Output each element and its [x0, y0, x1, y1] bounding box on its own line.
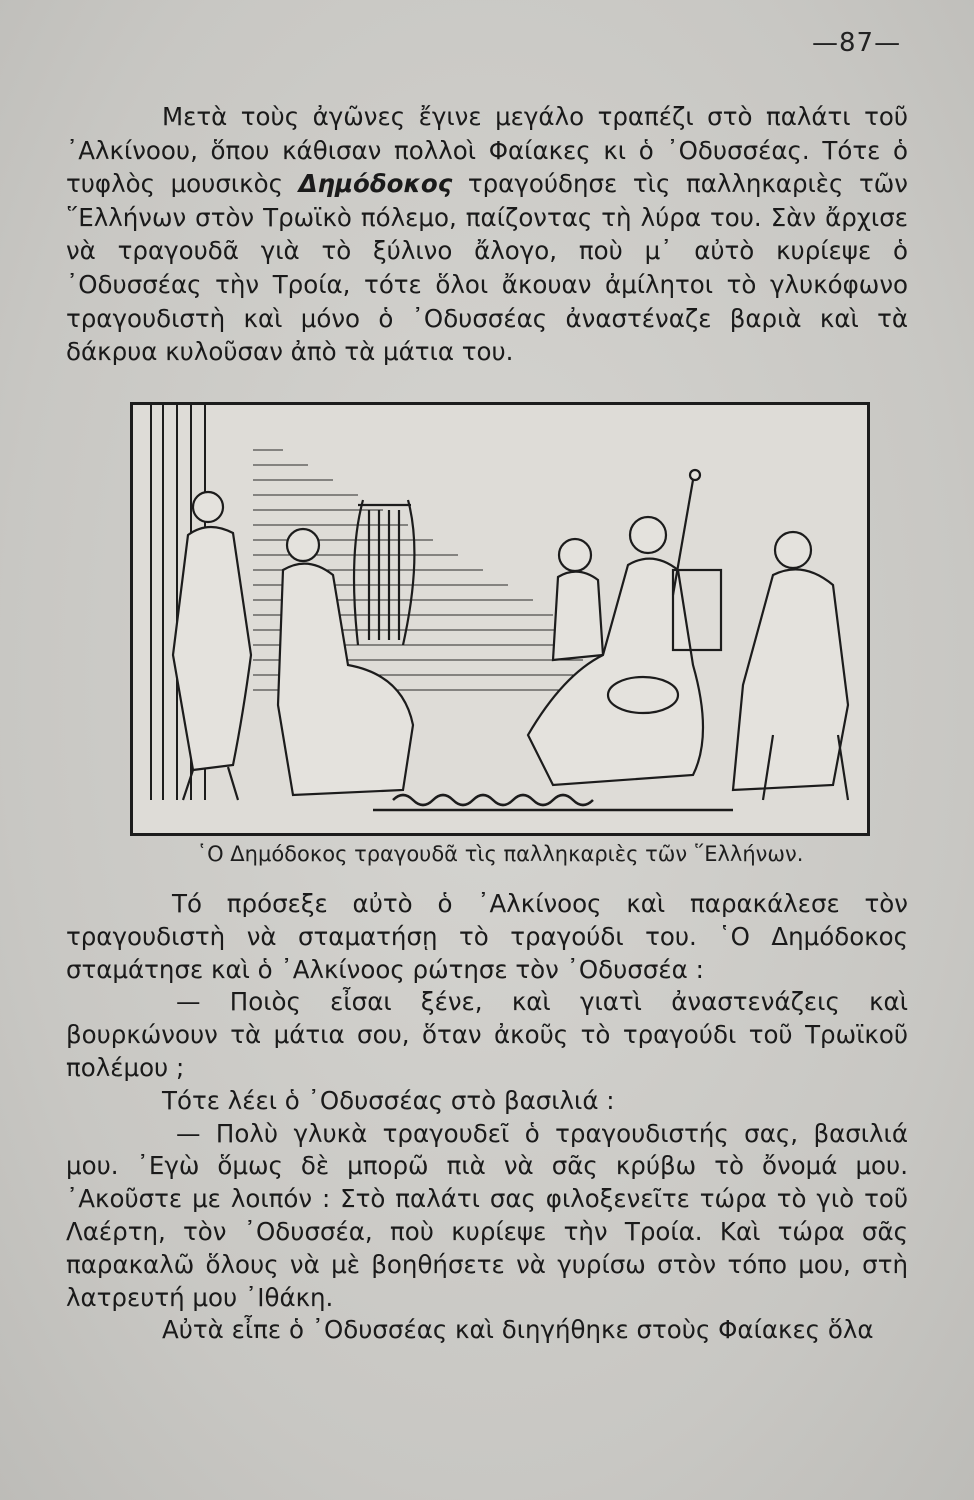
page-number: —87—	[812, 28, 902, 58]
bard-figure-graphic	[278, 500, 414, 795]
standing-figure-graphic	[173, 492, 251, 800]
odysseus-figure-graphic	[733, 532, 848, 800]
paragraph-top-part-2: τραγούδησε τὶς παλληκαριὲς τῶν ῞Ελλήνων στὸν Τρωϊκὸ πόλεμο, παίζοντας τὴ λύρα του. Σὰν ἄρχισε νὰ τραγουδᾶ γιὰ τὸ ξύλινο ἄλογο, ποὺ μ᾿ αὐτὸ κυρίεψε ὁ ᾿Οδυσσέας τὴν Τροία, τότε ὅλοι ἄκουαν ἀμίλητοι τὸ γλυκόφωνο τραγουδιστὴ καὶ μόνο ὁ ᾿Οδυσσέας ἀναστέναζε βαριὰ καὶ τὰ δάκρυα κυλοῦσαν ἀπὸ τὰ μάτια του.	[66, 169, 908, 367]
demodokos-name: Δημόδοκος	[298, 169, 453, 199]
paragraph-top-text	[66, 100, 908, 369]
paragraph-top	[66, 100, 908, 369]
paragraph-bottom-3: Τότε λέει ὁ ᾿Οδυσσέας στὸ βασιλιά :	[162, 1085, 615, 1115]
illustration-caption: ῾Ο Δημόδοκος τραγουδᾶ τὶς παλληκαριὲς τῶν ῞Ελλήνων.	[196, 842, 804, 866]
paragraphs-bottom	[66, 888, 908, 1347]
demodokos-lyre-illustration	[130, 402, 870, 836]
paragraph-bottom-5: Αὐτὰ εἶπε ὁ ᾿Οδυσσέας καὶ διηγήθηκε στοὺς Φαίακες ὅλα	[162, 1315, 874, 1345]
paragraph-bottom-2: — Ποιὸς εἶσαι ξένε, καὶ γιατὶ ἀναστενάζεις καὶ βουρκώνουν τὰ μάτια σου, ὅταν ἀκοῦς τὸ τραγούδι τοῦ Τρωϊκοῦ πολέμου ;	[66, 987, 908, 1082]
boy-figure-graphic	[553, 539, 603, 660]
paragraph-bottom-4: — Πολὺ γλυκὰ τραγουδεῖ ὁ τραγουδιστής σας, βασιλιά μου. ᾿Εγὼ ὅμως δὲ μπορῶ πιὰ νὰ σᾶς κρύβω τὸ ὄνομά μου. ᾿Ακοῦστε με λοιπόν : Στὸ παλάτι σας φιλοξενεῖτε τώρα τὸ γιὸ τοῦ Λαέρτη, τὸν ᾿Οδυσσέα, ποὺ κυρίεψε τὴν Τροία. Καὶ τώρα σᾶς παρακαλῶ ὅλους νὰ μὲ βοηθήσετε νὰ γυρίσω στὸν τόπο μου, στὴ λατρευτή μου ᾿Ιθάκη.	[66, 1118, 908, 1312]
paragraph-bottom-1: Τό πρόσεξε αὐτὸ ὁ ᾿Αλκίνοος καὶ παρακάλεσε τὸν τραγουδιστὴ νὰ σταματήσῃ τὸ τραγούδι του. ῾Ο Δημόδοκος σταμάτησε καὶ ὁ ᾿Αλκίνοος ρώτησε τὸν ᾿Οδυσσέα :	[66, 889, 908, 984]
paragraph-top-part-1: Μετὰ τοὺς ἀγῶνες ἔγινε μεγάλο τραπέζι στὸ παλάτι τοῦ ᾿Αλκίνοου, ὅπου κάθισαν πολλοὶ Φαίακες κι ὁ ᾿Οδυσσέας. Τότε ὁ τυφλὸς μουσικὸς	[66, 102, 908, 199]
floor-ornament-graphic	[373, 795, 733, 810]
